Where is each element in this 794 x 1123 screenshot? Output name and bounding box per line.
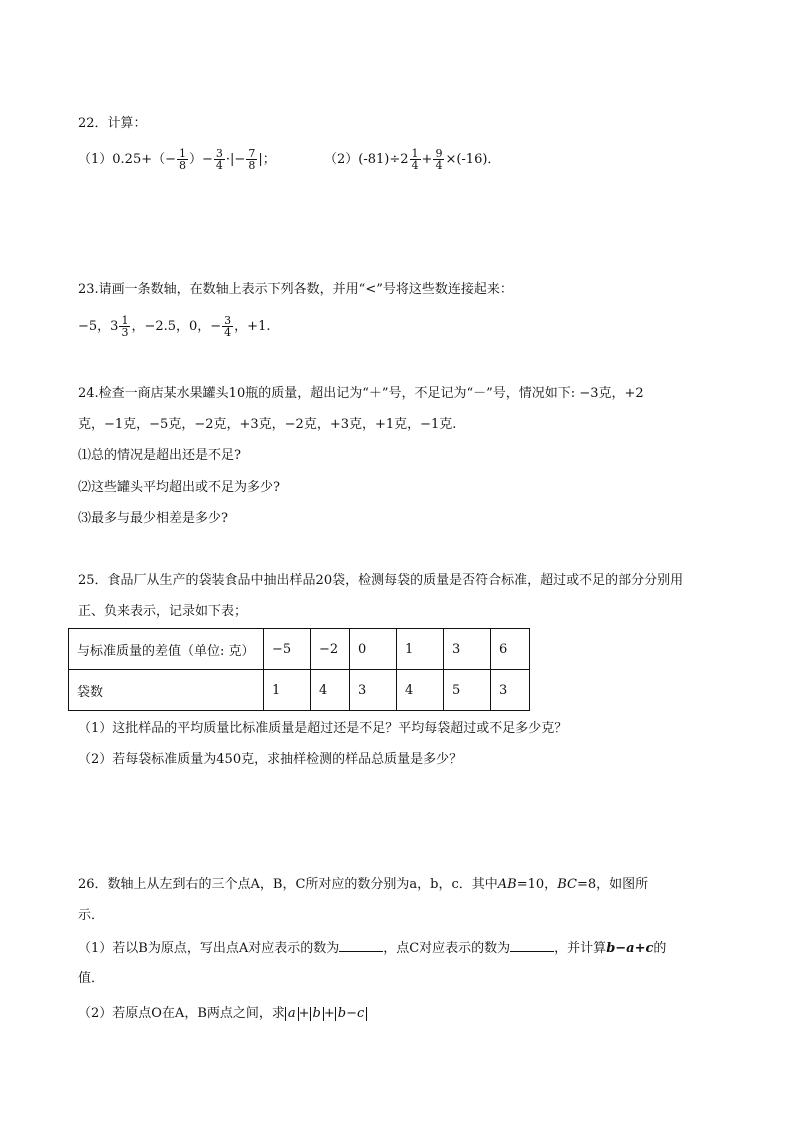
q22-p1-text-b: ）− bbox=[189, 152, 213, 167]
denominator: 8 bbox=[179, 159, 187, 172]
q26-text-a: 26．数轴上从左到右的三个点A，B，C所对应的数分别为a，b，c．其中 bbox=[78, 877, 498, 892]
q26-text-b: =10， bbox=[516, 877, 558, 892]
q26-segment-ab: AB bbox=[497, 877, 517, 892]
q26-expression: b−a+c bbox=[606, 941, 654, 956]
q23-fraction-2 bbox=[222, 315, 233, 338]
numerator: 1 bbox=[411, 147, 419, 160]
table-cell: 3 bbox=[444, 629, 491, 670]
q26-sub1-text-a: （1）若以B为原点，写出点A对应表示的数为 bbox=[78, 941, 340, 956]
table-cell: 5 bbox=[444, 670, 491, 711]
table-cell: 0 bbox=[350, 629, 397, 670]
q26-sub2-text: （2）若原点O在A，B两点之间，求 bbox=[78, 1006, 285, 1021]
table-cell: −5 bbox=[264, 629, 311, 670]
table-cell: −2 bbox=[311, 629, 350, 670]
abs-b: b bbox=[310, 1007, 324, 1021]
numerator: 3 bbox=[215, 147, 223, 160]
q23-text-b: ，−2.5，0，− bbox=[131, 319, 222, 334]
table-cell: 4 bbox=[397, 670, 444, 711]
numerator: 1 bbox=[121, 314, 129, 327]
table-cell: 1 bbox=[397, 629, 444, 670]
q22-p2-text-b: + bbox=[421, 152, 433, 167]
q22-p2-label: （2） bbox=[324, 152, 359, 167]
numerator: 7 bbox=[248, 147, 256, 160]
numerator: 1 bbox=[179, 147, 187, 160]
denominator: 4 bbox=[411, 159, 419, 172]
q22-p1-text-c: ·|− bbox=[225, 152, 246, 167]
q22-p1-fraction-2 bbox=[214, 148, 225, 171]
table-cell: 3 bbox=[491, 670, 530, 711]
q26-line-1 bbox=[78, 876, 648, 894]
q24-sub-1: ⑴总的情况是超出还是不足? bbox=[78, 448, 241, 463]
q25-line-1: 25．食品厂从生产的袋装食品中抽出样品20袋，检测每袋的质量是否符合标准，超过或不足的部分分别用 bbox=[78, 573, 684, 588]
table-cell: 与标准质量的差值（单位: 克） bbox=[69, 629, 264, 670]
plus-sign: + bbox=[298, 1006, 310, 1021]
q22-title: 22．计算： bbox=[78, 116, 147, 131]
q26-sub1-text-d: 的 bbox=[653, 941, 667, 956]
q25-sub-1: （1）这批样品的平均质量比标准质量是超过还是不足？平均每袋超过或不足多少克？ bbox=[78, 721, 568, 736]
q23-text-a: −5，3 bbox=[78, 319, 119, 334]
q25-line-2: 正、负来表示，记录如下表； bbox=[78, 604, 248, 619]
table-cell: 4 bbox=[311, 670, 350, 711]
table-row bbox=[69, 629, 530, 670]
answer-blank-a[interactable] bbox=[339, 939, 383, 952]
q25-sub-2: （2）若每袋标准质量为450克，求抽样检测的样品总质量是多少？ bbox=[78, 752, 463, 767]
q26-sub-1-line-2: 值． bbox=[78, 971, 105, 986]
denominator: 4 bbox=[215, 159, 223, 172]
q24-sub-3: ⑶最多与最少相差是多少? bbox=[78, 511, 228, 526]
table-cell: 6 bbox=[491, 629, 530, 670]
table-cell: 1 bbox=[264, 670, 311, 711]
table-cell: 3 bbox=[350, 670, 397, 711]
q22-expressions bbox=[78, 148, 500, 171]
abs-b-minus-c: b−c bbox=[335, 1007, 368, 1021]
plus-sign: + bbox=[323, 1006, 335, 1021]
q24-sub-2: ⑵这些罐头平均超出或不足为多少? bbox=[78, 480, 280, 495]
denominator: 3 bbox=[121, 326, 129, 339]
q22-p2-text-c: ×(-16)． bbox=[445, 152, 501, 167]
q26-sub1-text-c: ，并计算 bbox=[554, 941, 607, 956]
table-row bbox=[69, 670, 530, 711]
abs-a: a bbox=[285, 1007, 299, 1021]
table-cell: 袋数 bbox=[69, 670, 264, 711]
q22-p1-text-d: |； bbox=[258, 152, 276, 167]
q22-p1-fraction-1 bbox=[177, 148, 188, 171]
answer-blank-c[interactable] bbox=[510, 939, 554, 952]
q26-sub-2 bbox=[78, 1005, 367, 1023]
denominator: 4 bbox=[435, 159, 443, 172]
numerator: 3 bbox=[224, 314, 232, 327]
q23-text-c: ，+1. bbox=[234, 319, 271, 334]
q23-numbers bbox=[78, 315, 270, 338]
q24-line-1: 24.检查一商店某水果罐头10瓶的质量，超出记为“＋”号，不足记为“－”号，情况如下: −3克，+2 bbox=[78, 386, 644, 401]
q24-line-2: 克，−1克，−5克，−2克，+3克，−2克，+3克，+1克，−1克. bbox=[78, 417, 457, 432]
q26-text-c: =8，如图所 bbox=[576, 877, 649, 892]
q23-fraction-1 bbox=[119, 315, 130, 338]
q22-p1-fraction-3 bbox=[246, 148, 257, 171]
numerator: 9 bbox=[435, 147, 443, 160]
q26-line-2: 示． bbox=[78, 908, 105, 923]
q22-p1-label: （1） bbox=[78, 152, 113, 167]
q22-p2-fraction-2 bbox=[433, 148, 444, 171]
denominator: 8 bbox=[248, 159, 256, 172]
denominator: 4 bbox=[224, 326, 232, 339]
q22-p2-text-a: (-81)÷2 bbox=[358, 152, 409, 167]
q22-p2-fraction-1 bbox=[410, 148, 421, 171]
q22-p1-text-a: 0.25+（− bbox=[112, 152, 177, 167]
q25-data-table bbox=[68, 628, 530, 711]
q23-title: 23.请画一条数轴，在数轴上表示下列各数，并用“<”号将这些数连接起来： bbox=[78, 282, 513, 297]
q26-segment-bc: BC bbox=[557, 877, 577, 892]
q26-sub-1 bbox=[78, 939, 666, 958]
q26-sub1-text-b: ，点C对应表示的数为 bbox=[383, 941, 511, 956]
